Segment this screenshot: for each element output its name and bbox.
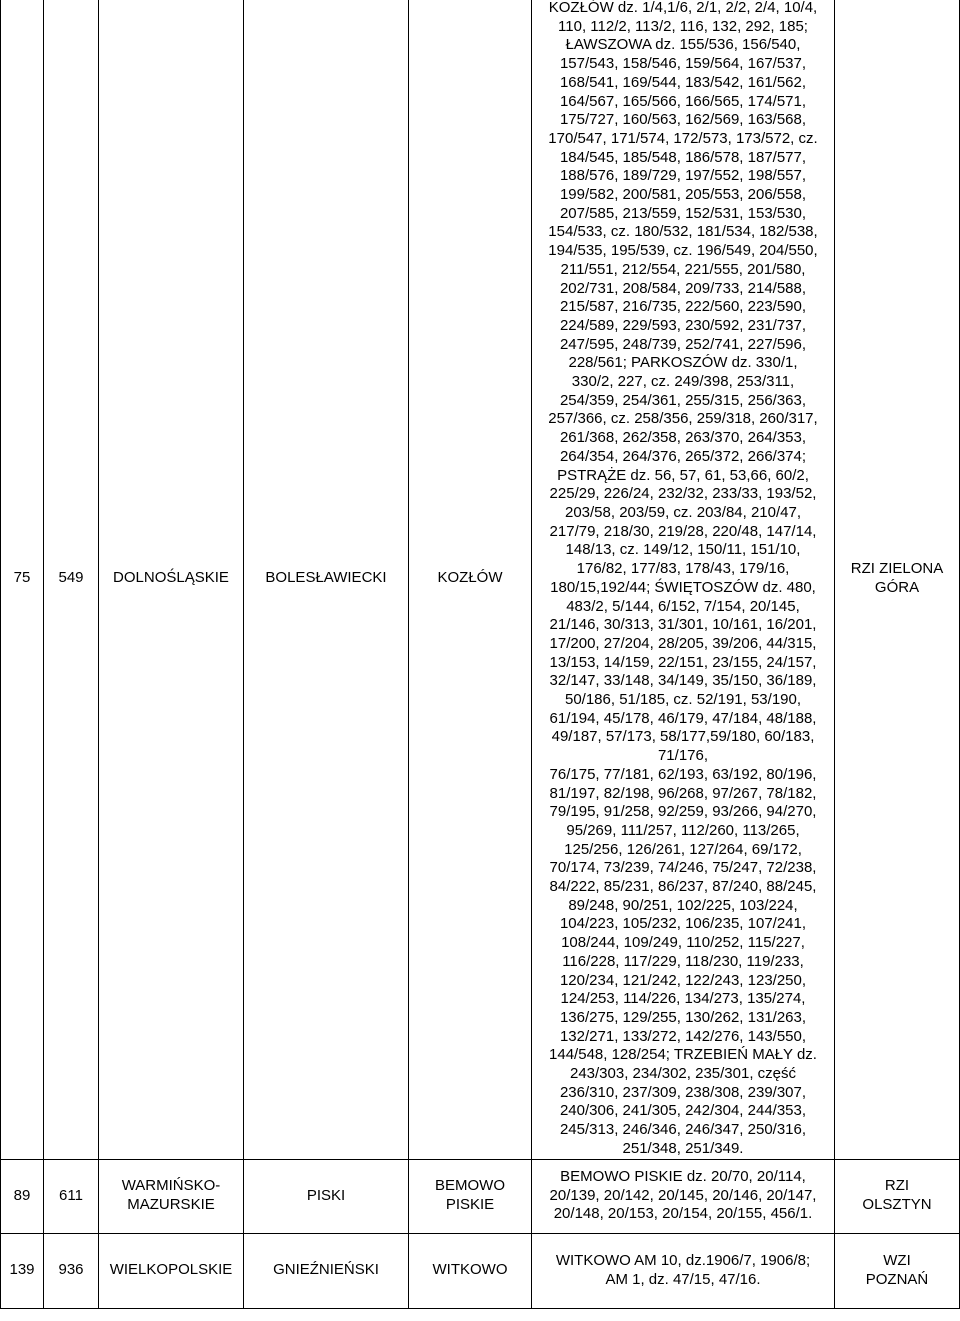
- text-line: 21/146, 30/313, 31/301, 10/161, 16/201,: [549, 616, 817, 634]
- text-line: POZNAŃ: [865, 1270, 929, 1288]
- text-line: 32/147, 33/148, 34/149, 35/150, 36/189,: [549, 672, 817, 690]
- voivodeship-cell: WIELKOPOLSKIE: [99, 1233, 244, 1308]
- text-line: 203/58, 203/59, cz. 203/84, 210/47,: [564, 503, 802, 521]
- text-line: 194/535, 195/539, cz. 196/549, 204/550,: [548, 242, 818, 260]
- text-line: MAZURSKIE: [127, 1196, 215, 1214]
- text-line: 168/541, 169/544, 183/542, 161/562,: [559, 73, 807, 91]
- text-line: 125/256, 126/261, 127/264, 69/172,: [564, 840, 802, 858]
- table-row: [1, 1159, 960, 1233]
- commune-cell: [409, 1159, 532, 1233]
- text-line: 20/139, 20/142, 20/145, 20/146, 20/147,: [549, 1186, 817, 1204]
- text-line: 483/2, 5/144, 6/152, 7/154, 20/145,: [566, 597, 800, 615]
- text-line: 176/82, 177/83, 178/43, 179/16,: [576, 560, 790, 578]
- text-line: 20/148, 20/153, 20/154, 20/155, 456/1.: [553, 1205, 813, 1223]
- text-line: 110, 112/2, 113/2, 116, 132, 292, 185;: [558, 17, 808, 35]
- text-line: 157/543, 158/546, 159/564, 167/537,: [559, 55, 807, 73]
- text-line: 202/731, 208/584, 209/733, 214/588,: [559, 279, 807, 297]
- lp-cell: 139: [1, 1233, 44, 1308]
- text-line: 50/186, 51/185, cz. 52/191, 53/190,: [564, 691, 802, 709]
- text-line: 217/79, 218/30, 219/28, 220/48, 147/14,: [549, 522, 817, 540]
- text-line: 224/589, 229/593, 230/592, 231/737,: [559, 316, 807, 334]
- parcels-cell: [532, 1233, 835, 1308]
- text-line: ŁAWSZOWA dz. 155/536, 156/540,: [565, 36, 801, 54]
- text-line: BEMOWO: [435, 1177, 505, 1195]
- text-line: 243/303, 234/302, 235/301, część: [569, 1065, 796, 1083]
- text-line: 257/366, cz. 258/356, 259/318, 260/317,: [548, 410, 818, 428]
- text-line: 84/222, 85/231, 86/237, 87/240, 88/245,: [549, 878, 817, 896]
- lp-cell: 89: [1, 1159, 44, 1233]
- commune-cell: WITKOWO: [409, 1233, 532, 1308]
- code-cell: 611: [44, 1159, 99, 1233]
- table-row: [1, 0, 960, 1159]
- parcels-cell: [532, 1159, 835, 1233]
- text-line: 240/306, 241/305, 242/304, 244/353,: [559, 1102, 807, 1120]
- text-line: 188/576, 189/729, 197/552, 198/557,: [559, 167, 807, 185]
- voivodeship-cell: [99, 1159, 244, 1233]
- county-cell: PISKI: [244, 1159, 409, 1233]
- text-line: 49/187, 57/173, 58/177,59/180, 60/183,: [551, 728, 815, 746]
- text-line: 136/275, 129/255, 130/262, 131/263,: [559, 1008, 807, 1026]
- text-line: WITKOWO AM 10, dz.1906/7, 1906/8;: [555, 1251, 811, 1269]
- text-line: 236/310, 237/309, 238/308, 239/307,: [559, 1083, 807, 1101]
- text-line: 81/197, 82/198, 96/268, 97/267, 78/182,: [549, 784, 817, 802]
- text-line: 61/194, 45/178, 46/179, 47/184, 48/188,: [549, 709, 817, 727]
- text-line: 124/253, 114/226, 134/273, 135/274,: [560, 990, 806, 1008]
- text-line: 116/228, 117/229, 118/230, 119/233,: [562, 952, 804, 970]
- code-cell: 936: [44, 1233, 99, 1308]
- authority-cell: [835, 1159, 960, 1233]
- text-line: 89/248, 90/251, 102/225, 103/224,: [568, 896, 798, 914]
- text-line: 148/13, cz. 149/12, 150/11, 151/10,: [565, 541, 801, 559]
- text-line: 154/533, cz. 180/532, 181/534, 182/538,: [548, 223, 818, 241]
- text-line: 175/727, 160/563, 162/569, 163/568,: [559, 111, 807, 129]
- text-line: 247/595, 248/739, 252/741, 227/596,: [559, 335, 807, 353]
- text-line: RZI: [884, 1177, 910, 1195]
- text-line: OLSZTYN: [862, 1196, 932, 1214]
- text-line: 225/29, 226/24, 232/32, 233/33, 193/52,: [549, 485, 817, 503]
- text-line: 108/244, 109/249, 110/252, 115/227,: [561, 934, 805, 952]
- text-line: 164/567, 165/566, 166/565, 174/571,: [559, 92, 807, 110]
- text-line: RZI ZIELONA: [850, 560, 944, 578]
- text-line: 207/585, 213/559, 152/531, 153/530,: [559, 204, 807, 222]
- text-line: 228/561; PARKOSZÓW dz. 330/1,: [568, 354, 798, 372]
- text-line: 13/153, 14/159, 22/151, 23/155, 24/157,: [549, 653, 817, 671]
- text-line: 76/175, 77/181, 62/193, 63/192, 80/196,: [549, 765, 817, 783]
- county-cell: GNIEŹNIEŃSKI: [244, 1233, 409, 1308]
- text-line: 184/545, 185/548, 186/578, 187/577,: [559, 148, 807, 166]
- text-line: 251/348, 251/349.: [622, 1139, 744, 1157]
- text-line: 95/269, 111/257, 112/260, 113/265,: [566, 821, 800, 839]
- text-line: 261/368, 262/358, 263/370, 264/353,: [559, 429, 807, 447]
- voivodeship-cell: DOLNOŚLĄSKIE: [99, 0, 244, 1159]
- text-line: 330/2, 227, cz. 249/398, 253/311,: [571, 373, 795, 391]
- text-line: 264/354, 264/376, 265/372, 266/374;: [559, 447, 807, 465]
- text-line: 211/551, 212/554, 221/555, 201/580,: [560, 260, 806, 278]
- text-line: 199/582, 200/581, 205/553, 206/558,: [559, 186, 807, 204]
- text-line: BEMOWO PISKIE dz. 20/70, 20/114,: [560, 1168, 806, 1186]
- text-line: 104/223, 105/232, 106/235, 107/241,: [559, 915, 807, 933]
- commune-cell: KOZŁÓW: [409, 0, 532, 1159]
- text-line: PISKIE: [445, 1196, 495, 1214]
- parcels-cell: [532, 0, 835, 1159]
- text-line: PSTRĄŻE dz. 56, 57, 61, 53,66, 60/2,: [557, 466, 809, 484]
- text-line: 215/587, 216/735, 222/560, 223/590,: [559, 298, 807, 316]
- text-line: 132/271, 133/272, 142/276, 143/550,: [559, 1027, 807, 1045]
- text-line: 180/15,192/44; ŚWIĘTOSZÓW dz. 480,: [550, 578, 816, 596]
- text-line: 70/174, 73/239, 74/246, 75/247, 72/238,: [549, 859, 817, 877]
- text-line: WZI: [883, 1251, 911, 1269]
- text-line: KOZŁÓW dz. 1/4,1/6, 2/1, 2/2, 2/4, 10/4,: [548, 0, 818, 16]
- text-line: 144/548, 128/254; TRZEBIEŃ MAŁY dz.: [549, 1046, 817, 1064]
- code-cell: 549: [44, 0, 99, 1159]
- text-line: 71/176,: [657, 747, 709, 765]
- authority-cell: [835, 1233, 960, 1308]
- text-line: 170/547, 171/574, 172/573, 173/572, cz.: [548, 129, 818, 147]
- county-cell: BOLESŁAWIECKI: [244, 0, 409, 1159]
- text-line: GÓRA: [874, 578, 920, 596]
- table-row: [1, 1233, 960, 1308]
- text-line: WARMIŃSKO-: [121, 1177, 221, 1195]
- text-line: AM 1, dz. 47/15, 47/16.: [605, 1270, 761, 1288]
- lp-cell: 75: [1, 0, 44, 1159]
- text-line: 17/200, 27/204, 28/205, 39/206, 44/315,: [549, 634, 817, 652]
- text-line: 120/234, 121/242, 122/243, 123/250,: [559, 971, 807, 989]
- text-line: 245/313, 246/346, 246/347, 250/316,: [559, 1121, 807, 1139]
- authority-cell: [835, 0, 960, 1159]
- text-line: 254/359, 254/361, 255/315, 256/363,: [559, 391, 807, 409]
- text-line: 79/195, 91/258, 92/259, 93/266, 94/270,: [549, 803, 817, 821]
